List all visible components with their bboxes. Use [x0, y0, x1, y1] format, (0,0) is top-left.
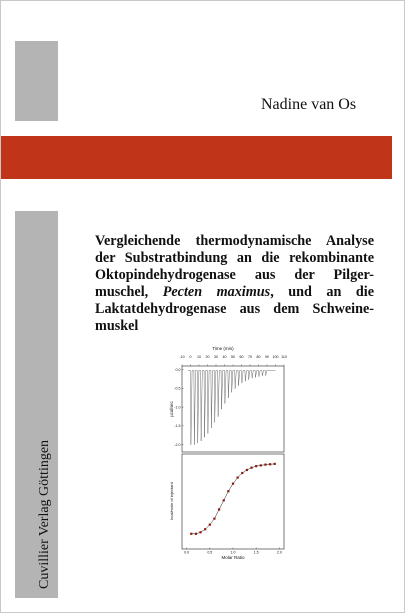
top-ytick-label: -1.5: [174, 424, 181, 429]
top-peak-point: [252, 378, 253, 379]
bottom-data-point: [250, 467, 252, 469]
bottom-data-point: [237, 476, 239, 478]
title-text-part-1: Vergleichende thermodynamische Analyse der Substratbindung an die rekombinante Oktopindehydrogenase aus der Pilger-muschel,: [95, 233, 374, 300]
top-ytick-label: -2.0: [174, 442, 181, 447]
bottom-data-point: [199, 531, 201, 533]
bottom-data-point: [232, 483, 234, 485]
bottom-data-point: [213, 518, 215, 520]
top-peak-point: [242, 383, 243, 384]
bottom-fit-curve: [191, 464, 274, 534]
bottom-panel-xticks: [184, 548, 282, 555]
bottom-data-point: [260, 464, 262, 466]
top-panel-xlabel: Time (min): [212, 346, 234, 351]
itc-figure: [169, 346, 289, 561]
bottom-data-point: [255, 465, 257, 467]
top-xtick-label: 0: [189, 355, 192, 359]
top-xtick-label: 20: [205, 355, 210, 359]
bottom-data-point: [204, 528, 206, 530]
book-title: [95, 233, 374, 335]
top-ytick-label: 0.0: [175, 368, 181, 373]
top-panel-xticks: [179, 355, 286, 366]
gray-side-bar-top: [15, 41, 58, 121]
title-text-part-2: , und an die Laktatdehydrogenase aus dem Schweine-muskel: [95, 284, 374, 334]
top-peak-point: [214, 422, 215, 423]
top-xtick-label: 60: [239, 355, 244, 359]
top-peak-point: [191, 444, 192, 445]
bottom-data-point: [218, 508, 220, 510]
bottom-data-point: [209, 524, 211, 526]
bottom-data-point: [190, 533, 192, 535]
bottom-xtick-label: 2.0: [276, 550, 282, 555]
bottom-data-point: [246, 469, 248, 471]
top-xtick-label: 30: [214, 355, 218, 359]
top-trace-line: [188, 370, 276, 444]
publisher-name: Cuvillier Verlag Göttingen: [37, 439, 52, 589]
red-band: [1, 136, 392, 179]
bottom-xtick-label: 0.0: [184, 550, 190, 555]
bottom-xtick-label: 0.5: [207, 550, 213, 555]
bottom-panel-ylabel: kcal/mole of injectant: [169, 482, 174, 520]
bottom-data-point: [241, 472, 243, 474]
top-peak-point: [221, 409, 222, 410]
top-xtick-label: 10: [197, 355, 201, 359]
top-peak-point: [265, 375, 266, 376]
top-xtick-label: 80: [256, 355, 261, 359]
bottom-xtick-label: 1.5: [253, 550, 259, 555]
top-peak-point: [197, 442, 198, 443]
top-peak-point: [262, 375, 263, 376]
top-peak-point: [225, 403, 226, 404]
top-peak-point: [228, 398, 229, 399]
top-xtick-label: -10: [179, 355, 185, 359]
bottom-panel-xlabel: Molar Ratio: [221, 555, 245, 560]
bottom-data-point: [223, 499, 225, 501]
bottom-panel-plot: [190, 463, 276, 535]
top-panel-trace: [188, 370, 276, 444]
bottom-data-point: [269, 463, 271, 465]
top-xtick-label: 70: [248, 355, 252, 359]
author-name: Nadine van Os: [261, 96, 357, 113]
top-peak-point: [204, 437, 205, 438]
top-peak-point: [235, 388, 236, 389]
top-panel-ylabel: µcal/sec: [169, 401, 174, 417]
top-peak-point: [218, 416, 219, 417]
top-xtick-label: 90: [265, 355, 269, 359]
bottom-data-point: [274, 463, 276, 465]
top-peak-point: [201, 441, 202, 442]
top-peak-point: [194, 444, 195, 445]
top-xtick-label: 100: [272, 355, 279, 359]
top-xtick-label: 110: [281, 355, 287, 359]
bottom-data-point: [227, 490, 229, 492]
top-peak-point: [259, 376, 260, 377]
top-peak-point: [245, 381, 246, 382]
bottom-data-point: [264, 464, 266, 466]
title-species-name: Pecten maximus: [162, 284, 271, 300]
top-peak-point: [248, 379, 249, 380]
top-ytick-label: -1.0: [174, 405, 181, 410]
bottom-panel-frame: [182, 454, 284, 549]
bottom-data-point: [195, 533, 197, 535]
top-peak-point: [238, 385, 239, 386]
top-peak-point: [255, 377, 256, 378]
top-xtick-label: 40: [222, 355, 227, 359]
top-xtick-label: 50: [231, 355, 235, 359]
top-peak-point: [231, 392, 232, 393]
top-peak-point: [211, 427, 212, 428]
top-peak-point: [208, 433, 209, 434]
bottom-xtick-label: 1.0: [230, 550, 236, 555]
top-ytick-label: -0.5: [174, 386, 181, 391]
